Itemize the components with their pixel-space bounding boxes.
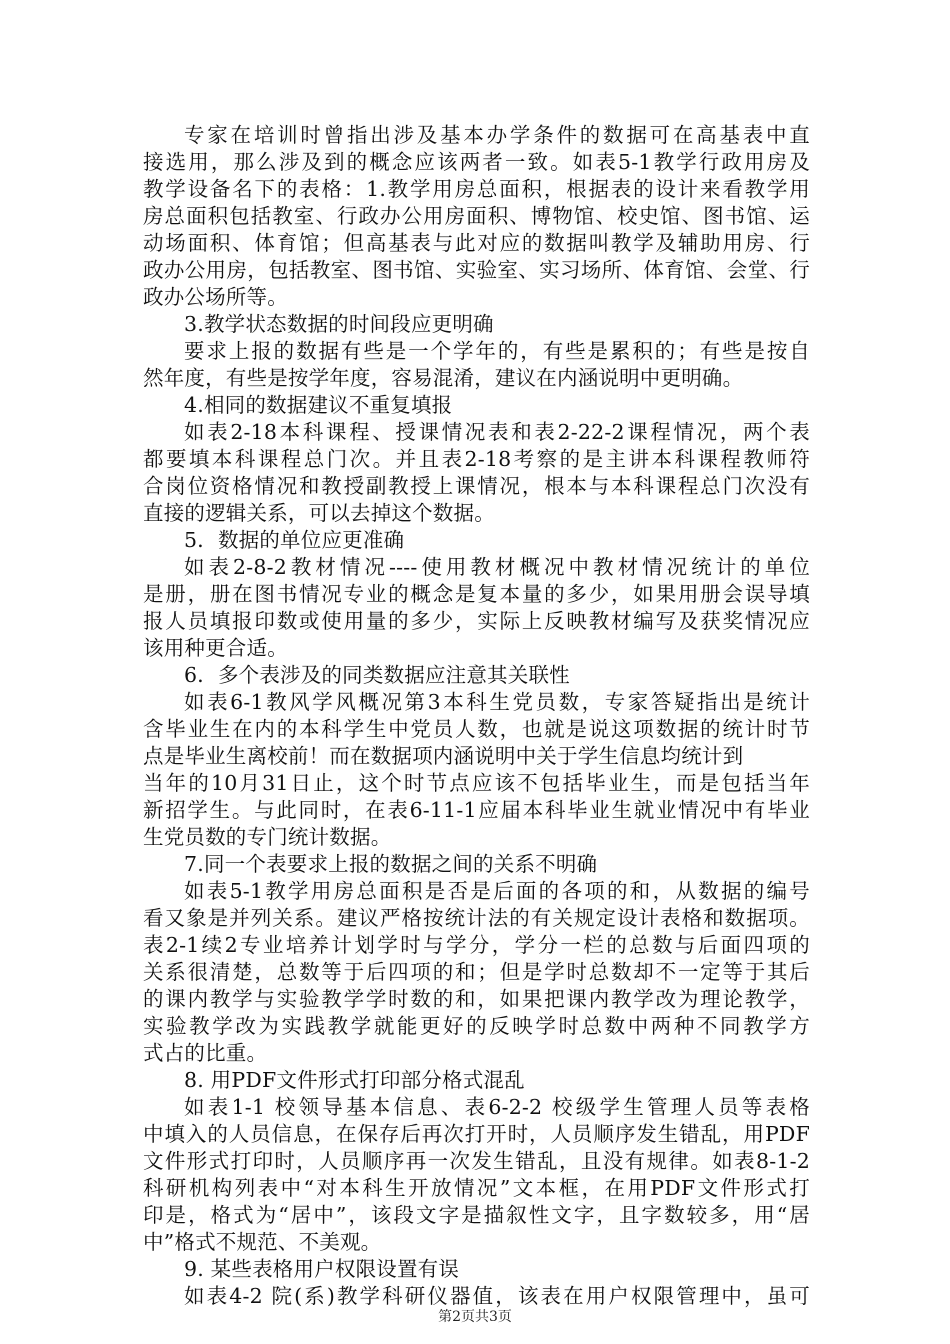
body-text (143, 122, 810, 1310)
text-line: 教学设备名下的表格：1.教学用房总面积，根据表的设计来看教学用 (143, 177, 810, 201)
text-line: 都要填本科课程总门次。并且表2-18考察的是主讲本科课程教师符 (143, 447, 810, 471)
text-line: 表2-1续2专业培养计划学时与学分，学分一栏的总数与后面四项的 (143, 933, 810, 957)
text-line: 5．数据的单位应更准确 (184, 528, 405, 552)
text-line: 接选用，那么涉及到的概念应该两者一致。如表5-1教学行政用房及 (143, 150, 810, 174)
text-line: 当年的10月31日止，这个时节点应该不包括毕业生，而是包括当年 (143, 771, 810, 795)
text-line: 直接的逻辑关系，可以去掉这个数据。 (143, 501, 495, 525)
text-line: 是册，册在图书情况专业的概念是复本量的多少，如果用册会误导填 (143, 582, 810, 606)
text-line: 含毕业生在内的本科学生中党员人数，也就是说这项数据的统计时节 (143, 717, 810, 741)
text-line: 中填入的人员信息，在保存后再次打开时，人员顺序发生错乱，用PDF (143, 1122, 810, 1146)
text-line: 8. 用PDF文件形式打印部分格式混乱 (184, 1068, 525, 1092)
text-line: 点是毕业生离校前！而在数据项内涵说明中关于学生信息均统计到 (143, 744, 744, 768)
text-line: 如表2-18本科课程、授课情况表和表2-22-2课程情况，两个表 (184, 420, 810, 444)
text-line: 式占的比重。 (143, 1041, 268, 1065)
text-line: 印是，格式为“居中”，该段文字是描叙性文字，且字数较多，用“居 (143, 1203, 810, 1227)
text-line: 要求上报的数据有些是一个学年的，有些是累积的；有些是按自 (184, 339, 810, 363)
text-line: 4.相同的数据建议不重复填报 (184, 393, 453, 417)
text-line: 3.教学状态数据的时间段应更明确 (184, 312, 494, 336)
text-line: 实验教学改为实践教学就能更好的反映学时总数中两种不同教学方 (143, 1014, 810, 1038)
text-line: 7.同一个表要求上报的数据之间的关系不明确 (184, 852, 598, 876)
text-line: 关系很清楚，总数等于后四项的和；但是学时总数却不一定等于其后 (143, 960, 810, 984)
text-line: 科研机构列表中“对本科生开放情况”文本框，在用PDF文件形式打 (143, 1176, 810, 1200)
text-line: 如表5-1教学用房总面积是否是后面的各项的和，从数据的编号 (184, 879, 810, 903)
text-line: 生党员数的专门统计数据。 (143, 825, 392, 849)
text-line: 专家在培训时曾指出涉及基本办学条件的数据可在高基表中直 (184, 123, 810, 147)
text-line: 该用种更合适。 (143, 636, 288, 660)
text-line: 政办公用房，包括教室、图书馆、实验室、实习场所、体育馆、会堂、行 (143, 258, 810, 282)
page-footer: 第2页共3页 (438, 1309, 512, 1325)
text-line: 如表2-8-2教材情况----使用教材概况中教材情况统计的单位 (184, 555, 810, 579)
text-line: 如表1-1 校领导基本信息、表6-2-2 校级学生管理人员等表格 (184, 1095, 810, 1119)
text-line: 房总面积包括教室、行政办公用房面积、博物馆、校史馆、图书馆、运 (143, 204, 810, 228)
text-line: 合岗位资格情况和教授副教授上课情况，根本与本科课程总门次没有 (143, 474, 810, 498)
text-line: 如表6-1教风学风概况第3本科生党员数，专家答疑指出是统计 (184, 690, 810, 714)
text-line: 如表4-2 院(系)教学科研仪器值，该表在用户权限管理中，虽可 (184, 1284, 810, 1308)
text-line: 动场面积、体育馆；但高基表与此对应的数据叫教学及辅助用房、行 (143, 231, 810, 255)
text-line: 新招学生。与此同时，在表6-11-1应届本科毕业生就业情况中有毕业 (143, 798, 810, 822)
text-line: 政办公场所等。 (143, 285, 288, 309)
text-line: 然年度，有些是按学年度，容易混淆，建议在内涵说明中更明确。 (143, 366, 744, 390)
text-line: 中”格式不规范、不美观。 (143, 1230, 382, 1254)
text-line: 文件形式打印时，人员顺序再一次发生错乱，且没有规律。如表8-1-2 (143, 1149, 810, 1173)
text-line: 9. 某些表格用户权限设置有误 (184, 1257, 460, 1281)
text-line: 看又象是并列关系。建议严格按统计法的有关规定设计表格和数据项。 (143, 906, 810, 930)
text-line: 的课内教学与实验教学学时数的和，如果把课内教学改为理论教学， (143, 987, 810, 1011)
text-line: 6．多个表涉及的同类数据应注意其关联性 (184, 663, 570, 687)
text-line: 报人员填报印数或使用量的多少，实际上反映教材编写及获奖情况应 (143, 609, 810, 633)
